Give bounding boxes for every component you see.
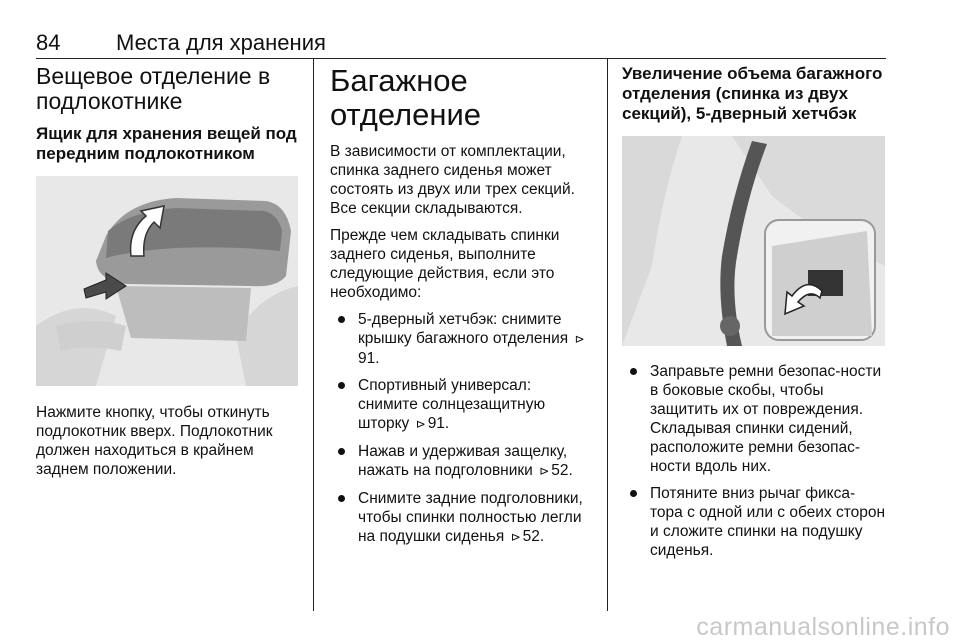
page-reference-link[interactable]: 91. [427, 415, 450, 432]
enlarge-title: Увеличение объема багажного отделения (спинка из двух секций), 5-дверный хетчбэк [622, 64, 883, 123]
seatback-illustration [622, 136, 885, 346]
list-item: Потяните вниз рычаг фикса-тора с одной или с обеих сторон и сложите спинки на подушку сиденья. [622, 484, 887, 560]
column-divider [607, 58, 608, 611]
seatback-drawing [622, 136, 885, 346]
enlarge-bullet-list [622, 362, 887, 560]
list-item: Заправьте ремни безопас-ности в боковые скобы, чтобы защитить их от повреждения. Складывая спинки сидений, расположите ремни безопас-ности вдоль них. [622, 362, 887, 476]
list-item: Спортивный универсал: снимите солнцезащитную шторку ⊳ 91. [330, 376, 595, 434]
luggage-bullet-list [330, 310, 595, 547]
column-divider [313, 58, 314, 611]
page-header [36, 30, 886, 59]
reference-arrow-icon: ⊳ [574, 332, 585, 346]
armrest-subtitle: Ящик для хранения вещей под передним подлокотником [36, 124, 297, 163]
column-enlarge [622, 64, 887, 124]
page-reference-link[interactable]: 52. [522, 528, 545, 545]
luggage-para-2: Прежде чем складывать спинки заднего сиденья, выполните следующие действия, если это необходимо: [330, 227, 560, 301]
reference-arrow-icon: ⊳ [510, 530, 521, 544]
armrest-illustration [36, 176, 298, 386]
section-title: Места для хранения [116, 30, 326, 55]
column-armrest [36, 64, 301, 164]
list-item: Снимите задние подголовники, чтобы спинки полностью легли на подушки сиденья ⊳ 52. [330, 489, 595, 547]
luggage-title: Багажное отделение [330, 63, 482, 132]
list-item: 5-дверный хетчбэк: снимите крышку багажного отделения ⊳91. [330, 310, 595, 368]
armrest-caption: Нажмите кнопку, чтобы откинуть подлокотник вверх. Подлокотник должен находиться в крайнем заднем положении. [36, 404, 273, 478]
column-luggage [330, 64, 595, 547]
reference-arrow-icon: ⊳ [415, 417, 426, 431]
luggage-para-1: В зависимости от комплектации, спинка заднего сиденья может состоять из двух или трех секций. Все секции складываются. [330, 143, 575, 217]
armrest-title: Вещевое отделение в подлокотнике [36, 63, 271, 114]
page-reference-link[interactable]: 52. [551, 462, 573, 479]
armrest-drawing [36, 176, 298, 386]
reference-arrow-icon: ⊳ [539, 464, 550, 478]
page-reference-link[interactable]: 91. [358, 350, 380, 367]
page-number: 84 [36, 30, 61, 55]
list-item: Нажав и удерживая защелку, нажать на подголовники ⊳ 52. [330, 442, 595, 481]
watermark: carmanualsonline.info [696, 613, 950, 641]
